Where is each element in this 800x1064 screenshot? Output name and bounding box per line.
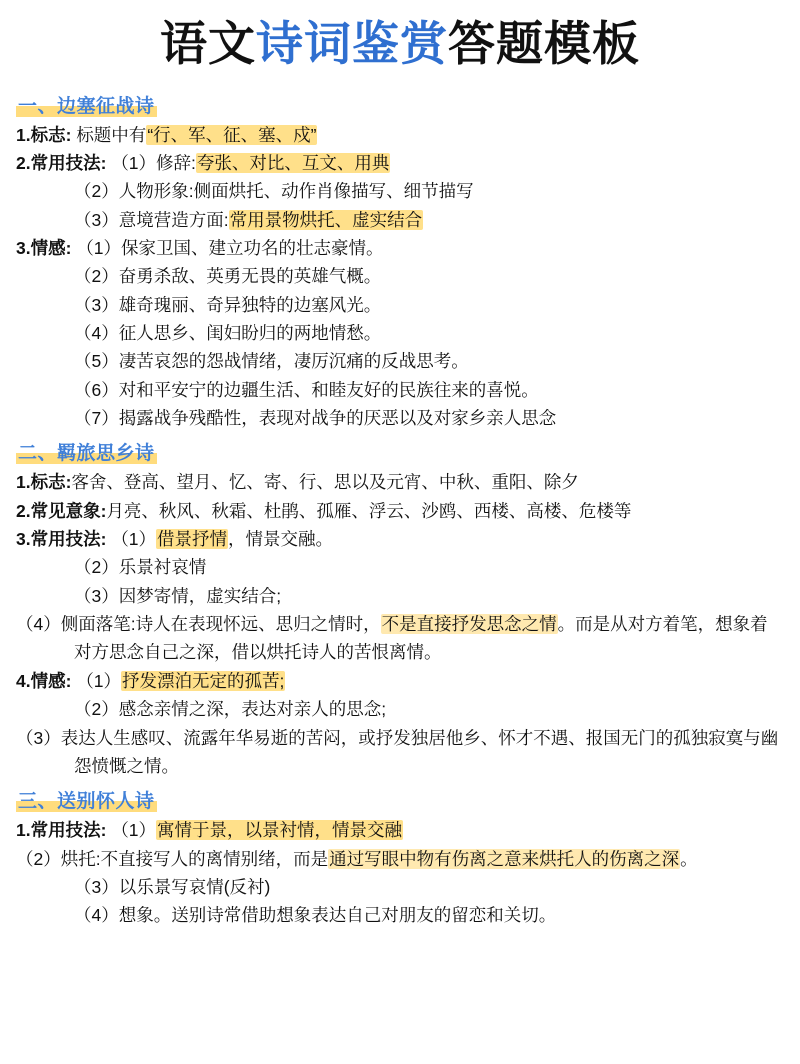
doc-line	[16, 582, 784, 610]
doc-line	[16, 845, 784, 873]
doc-line	[16, 610, 784, 667]
line-text: （4）想象。送别诗常借助想象表达自己对朋友的留恋和关切。	[74, 905, 557, 926]
doc-line	[16, 291, 784, 319]
line-text: （1）修辞:夸张、对比、互文、用典	[111, 152, 390, 173]
line-text: （3）意境营造方面:常用景物烘托、虚实结合	[74, 209, 423, 230]
line-text: （2）烘托:不直接写人的离情别绪，而是通过写眼中物有伤离之意来烘托人的伤离之深。	[16, 848, 698, 869]
line-text: （5）凄苦哀怨的怨战情绪，凄厉沉痛的反战思考。	[74, 351, 469, 372]
line-text: （2）人物形象:侧面烘托、动作肖像描写、细节描写	[74, 181, 474, 202]
line-label: 2.常用技法:	[16, 152, 107, 173]
section-heading-1: 一、边塞征战诗	[18, 95, 155, 117]
title-part-3: 答题模板	[448, 17, 640, 70]
line-text: （2）感念亲情之深，表达对亲人的思念;	[74, 699, 387, 720]
line-text: （1）借景抒情，情景交融。	[111, 529, 334, 550]
line-text: （3）表达人生感叹、流露年华易逝的苦闷，或抒发独居他乡、怀才不遇、报国无门的孤独寂寞与幽怨愤慨之情。	[16, 727, 779, 776]
doc-line	[16, 497, 784, 525]
line-label: 1.标志:	[16, 472, 72, 493]
line-text: （2）奋勇杀敌、英勇无畏的英雄气概。	[74, 266, 382, 287]
title-part-1: 语文	[160, 17, 256, 70]
line-text: 客舍、登高、望月、忆、寄、行、思以及元宵、中秋、重阳、除夕	[71, 472, 579, 493]
line-text: （3）以乐景写哀情(反衬)	[74, 876, 271, 897]
doc-line	[16, 234, 784, 262]
section-heading-3: 三、送别怀人诗	[18, 791, 155, 813]
doc-line	[16, 901, 784, 929]
line-text: 标题中有“行、军、征、塞、戍”	[76, 124, 317, 145]
line-label: 3.常用技法:	[16, 529, 107, 550]
line-label: 2.常见意象:	[16, 500, 107, 521]
doc-line	[16, 347, 784, 375]
doc-line	[16, 724, 784, 781]
doc-line	[16, 177, 784, 205]
doc-line	[16, 667, 784, 695]
doc-line	[16, 262, 784, 290]
doc-line	[16, 553, 784, 581]
line-label: 4.情感:	[16, 670, 72, 691]
doc-line	[16, 376, 784, 404]
line-label: 3.情感:	[16, 238, 72, 258]
line-label: 1.常用技法:	[16, 820, 107, 841]
doc-line	[16, 149, 784, 177]
title-part-2: 诗词鉴赏	[256, 17, 448, 70]
line-text: （7）揭露战争残酷性，表现对战争的厌恶以及对家乡亲人思念	[74, 408, 557, 429]
line-text: （2）乐景衬哀情	[74, 557, 207, 578]
doc-line	[16, 121, 784, 149]
doc-line	[16, 816, 784, 844]
line-text: （1）保家卫国、建立功名的壮志豪情。	[76, 238, 384, 258]
section-heading-2: 二、羁旅思乡诗	[18, 443, 155, 465]
doc-line	[16, 319, 784, 347]
doc-line	[16, 468, 784, 496]
line-text: 月亮、秋风、秋霜、杜鹃、孤雁、浮云、沙鸥、西楼、高楼、危楼等	[106, 500, 632, 521]
line-label: 1.标志:	[16, 124, 72, 145]
doc-line	[16, 206, 784, 234]
page-title	[16, 18, 784, 71]
doc-line	[16, 525, 784, 553]
doc-line	[16, 873, 784, 901]
doc-line	[16, 695, 784, 723]
line-text: （4）侧面落笔:诗人在表现怀远、思归之情时，不是直接抒发思念之情。而是从对方着笔，想象着对方思念自己之深，借以烘托诗人的苦恨离情。	[16, 614, 768, 663]
line-text: （1）抒发漂泊无定的孤苦;	[76, 670, 285, 691]
line-text: （6）对和平安宁的边疆生活、和睦友好的民族往来的喜悦。	[74, 379, 539, 400]
doc-line	[16, 404, 784, 432]
line-text: （3）因梦寄情，虚实结合;	[74, 585, 282, 606]
line-text: （3）雄奇瑰丽、奇异独特的边塞风光。	[74, 294, 382, 315]
line-text: （4）征人思乡、闺妇盼归的两地情愁。	[74, 323, 382, 344]
line-text: （1）寓情于景，以景衬情，情景交融	[111, 820, 403, 841]
